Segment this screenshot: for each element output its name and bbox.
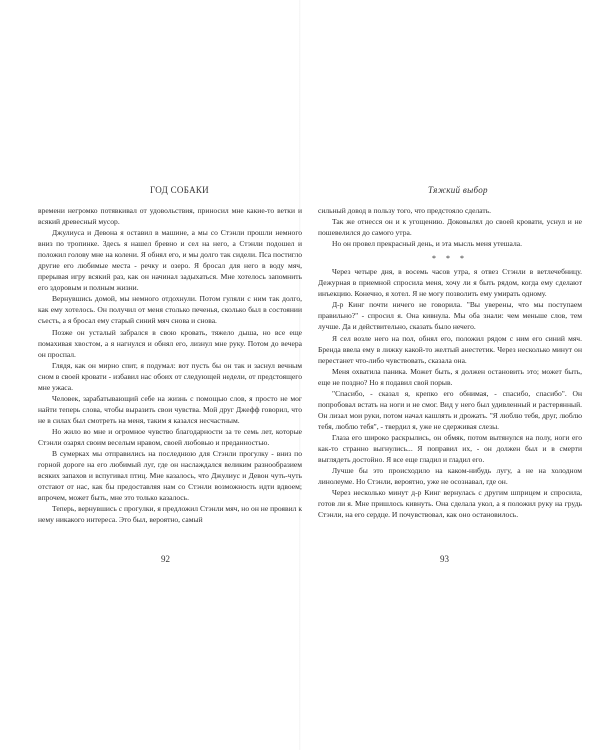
paragraph: Но он провел прекрасный день, и эта мысль меня утешала. [332, 239, 522, 249]
section-separator: * * * [432, 254, 468, 264]
paragraph: Я сел возле него на пол, обнял его, положил рядом с ним его синий мяч. Бренда ввела ему в лижку какой-то желтый анестетик. Через несколько минут он перестанет что-либо чувствовать, сказала она. [318, 333, 582, 365]
paragraph: Д-р Кинг почти ничего не говорила. "Вы уверены, что мы поступаем правильно?" - спросил я. Она кивнула. Мы оба знали: чем меньше слов, тем лучше. Да и действительно, сказать было нечего. [318, 300, 582, 332]
paragraph: Через четыре дня, в восемь часов утра, я отвез Стэнли в ветлечебницу. Дежурная в приемной спросила меня, хочу ли я быть рядом, когда ему сделают инъекцию. Конечно, я хотел. Я не могу позволить ему умирать одному. [318, 267, 582, 299]
left-page-text [38, 205, 302, 525]
left-running-head: ГОД СОБАКИ [150, 185, 209, 195]
paragraph: "Спасибо, - сказал я, крепко его обнимая, - спасибо, спасибо". Он попробовал встать на ноги и не смог. Вид у него был удивленный и растерянный. Он лизал мои руки, потом начал кашлять и дрожать. "Я люблю тебя, друг, люблю тебя, люблю тебя", - твердил я, уже не сдерживая слезы. [318, 388, 582, 431]
paragraph: времени негромко потявкивал от удовольствия, приносил мне какие-то ветки и всякий древесный мусор. [38, 206, 302, 227]
paragraph: сильный довод в пользу того, что предстояло сделать. [318, 206, 492, 215]
paragraph: Теперь, вернувшись с прогулки, я предложил Стэнли мяч, но он не проявил к нему никакого интереса. Это был, вероятно, самый [38, 504, 302, 525]
paragraph: В сумерках мы отправились на последнюю для Стэнли прогулку - вниз по горной дороге на его любимый луг, где он наслаждался великим разнообразием всяких запахов и вспугивал птиц. Мне казалось, что Джулиус и Девон чуть-чуть отстают от нас, как бы предоставляя нам со Стэнли возможность идти вдвоем; впрочем, может быть, мне это только казалось. [38, 449, 302, 503]
paragraph: Глядя, как он мирно спит, я подумал: вот пусть бы он так и заснул вечным сном в своей кровати - избавил нас обоих от следующей недели, от предстоящего мне ужаса. [38, 360, 302, 392]
left-page-number: 92 [161, 554, 170, 564]
paragraph: Меня охватила паника. Может быть, я должен остановить это; может быть, еще не поздно? Но я подавил свой порыв. [318, 366, 582, 387]
paragraph: Глаза его широко раскрылись, он обмяк, потом вытянулся на полу, ноги его как-то странно выгнулись... Я поправил их, - он должен был и в смерти выглядеть достойно. Я все еще гладил и гладил его. [318, 432, 582, 465]
paragraph: Позже он усталый забрался в свою кровать, тяжело дыша, но все еще помахивая хвостом, а я нагнулся и обнял его, лизнул мне руку. Потом до вечера он проспал. [38, 327, 302, 359]
right-page-text [318, 205, 582, 520]
paragraph: Но жило во мне и огромное чувство благодарности за те семь лет, которые Стэнли озарял своим веселым нравом, своей любовью и преданностью. [38, 426, 302, 447]
paragraph: Человек, зарабатывающий себе на жизнь с помощью слов, я просто не мог найти теперь слова, чтобы выразить свои чувства. Мой друг Джефф говорил, что не в силах был смотреть на меня, таким я казался несчастным. [38, 393, 302, 425]
right-running-head: Тяжкий выбор [428, 185, 488, 195]
paragraph: Так же отнесся он и к угощению. Доковылял до своей кровати, уснул и не пошевелился до самого утра. [318, 217, 582, 238]
paragraph: Джулиуса и Девона я оставил в машине, а мы со Стэнли прошли немного вниз по тропинке. Здесь я нашел бревно и сел на него, а Стэнли подошел и положил голову мне на колени. Я обнял его, и мы долго так сидели. Пса постигло другие его любимые места - речку и озеро. Я бросал для него в воду мяч, прерывая игру всякий раз, как он начинал задыхаться. Мне хотелось запомнить его здоровым и полным жизни. [38, 228, 302, 293]
right-page-number: 93 [440, 554, 449, 564]
paragraph: Через несколько минут д-р Кинг вернулась с другим шприцем и спросила, готов ли я. Мне пришлось кивнуть. Она сделала укол, а я положил руку на грудь Стэнли, на его сердце. И почувствовал, как оно остановилось. [318, 488, 582, 520]
paragraph: Вернувшись домой, мы немного отдохнули. Потом гуляли с ним так долго, как ему хотелось. Он получил от меня столько печенья, сколько был в состоянии съесть, а я бросал ему старый синий мяч снова и снова. [38, 294, 302, 326]
paragraph: Лучше бы это происходило на каком-нибудь лугу, а не на холодном линолеуме. Но Стэнли, вероятно, уже не осознавал, где он. [318, 466, 582, 487]
